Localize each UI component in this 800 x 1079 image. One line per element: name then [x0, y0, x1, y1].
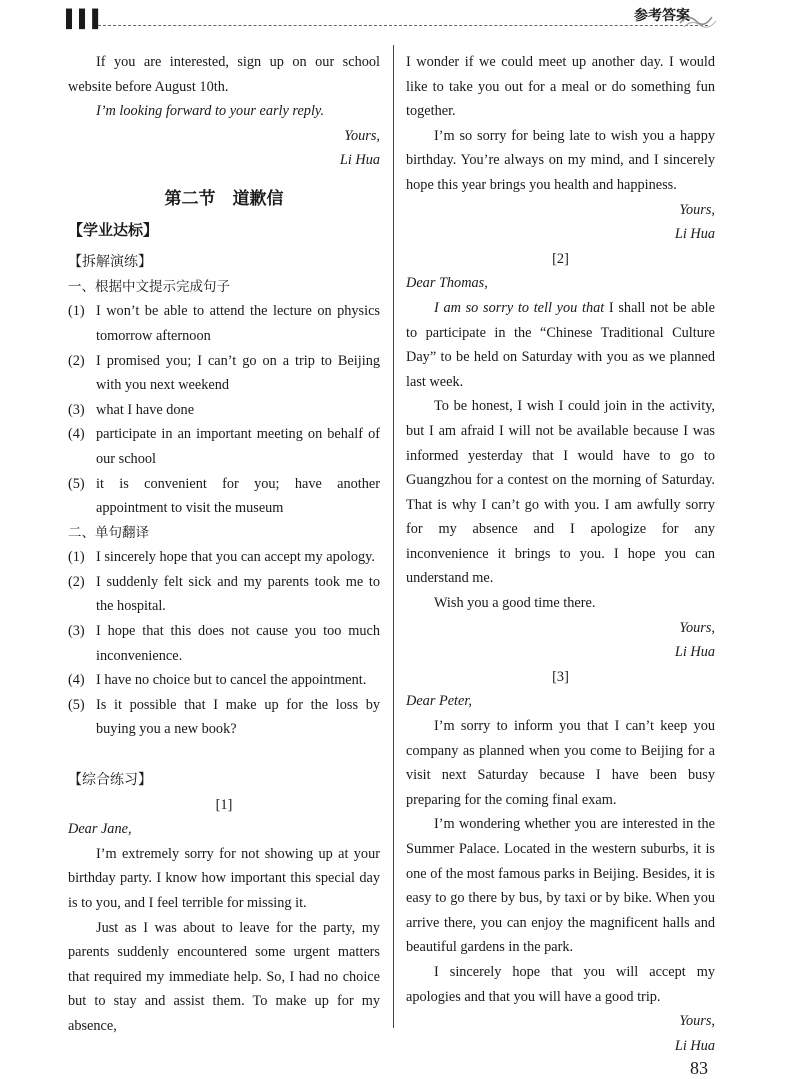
item-text: I suddenly felt sick and my parents took me to the hospital.: [96, 573, 380, 615]
item-text: participate in an important meeting on behalf of our school: [96, 426, 380, 467]
header-rule: [98, 25, 708, 26]
letter-paragraph: I wonder if we could meet up another day. I would like to take you out for a meal or do something fun together.: [406, 54, 715, 120]
letter-paragraph: I sincerely hope that you will accept my apologies and that you will have a good trip.: [406, 963, 715, 1005]
item-number: (3): [68, 401, 85, 418]
block-heading-xueye: 【学业达标】: [68, 220, 159, 239]
letter-paragraph: I’m so sorry for being late to wish you a happy birthday. You’re always on my mind, and I sincerely hope this year brings you health and happiness.: [406, 127, 715, 193]
part2-title: 二、单句翻译: [68, 524, 149, 541]
item-number: (2): [68, 352, 85, 369]
letter-label: [1]: [215, 796, 233, 813]
item-text: I hope that this does not cause you too much inconvenience.: [96, 623, 380, 664]
item-number: (1): [68, 549, 85, 566]
letter-greeting: Dear Jane,: [68, 821, 132, 838]
letter-signature: Li Hua: [674, 226, 715, 243]
column-divider: [393, 45, 394, 1028]
letter-yours: Yours,: [344, 127, 380, 144]
item-number: (2): [68, 573, 85, 590]
item-text: I have no choice but to cancel the appointment.: [96, 672, 367, 689]
letter-paragraph: I’m sorry to inform you that I can’t keep you company as planned when you come to Beijing for a visit next Saturday because I have been busy preparing for the coming final exam.: [406, 718, 715, 808]
list-item: [68, 668, 380, 693]
letter-greeting: Dear Thomas,: [406, 275, 488, 292]
letter-signature: Li Hua: [674, 1037, 715, 1054]
block-heading-chaijie: 【拆解演练】: [68, 254, 152, 271]
letter-paragraph: Wish you a good time there.: [434, 595, 596, 612]
part1-title: 一、根据中文提示完成句子: [68, 278, 230, 295]
item-text: I won’t be able to attend the lecture on physics tomorrow afternoon: [96, 303, 380, 344]
letter-yours: Yours,: [679, 1013, 715, 1030]
item-number: (5): [68, 696, 85, 713]
letter-label: [2]: [552, 250, 569, 267]
letter-greeting: Dear Peter,: [406, 693, 472, 710]
letter-text: If you are interested, sign up on our school website before August 10th.: [68, 54, 380, 95]
letter-paragraph: I’m extremely sorry for not showing up at your birthday party. I know how important this special day is to you, and I feel terrible for missing it.: [68, 845, 380, 911]
item-number: (1): [68, 303, 85, 320]
list-item: [68, 299, 380, 348]
letter-signature: Li Hua: [339, 152, 380, 169]
page-number: 83: [690, 1058, 708, 1078]
letter-lead-phrase: I am so sorry to tell you that: [434, 299, 605, 316]
item-text: I sincerely hope that you can accept my apology.: [96, 549, 375, 566]
spacer: [68, 742, 380, 766]
letter-paragraph: [406, 296, 715, 394]
list-item: [68, 472, 380, 521]
header-marks: ▌▌▌: [66, 9, 106, 28]
list-item: [68, 570, 380, 619]
item-number: (4): [68, 426, 85, 443]
letter-yours: Yours,: [679, 201, 715, 218]
item-text: it is convenient for you; have another appointment to visit the museum: [96, 475, 380, 517]
header-section-tag: 参考答案: [634, 8, 690, 24]
block-heading-zonghe: 【综合练习】: [68, 772, 152, 789]
right-column: [406, 50, 715, 1058]
letter-closing: I’m looking forward to your early reply.: [96, 103, 325, 120]
letter-label: [3]: [552, 668, 569, 685]
item-number: (5): [68, 475, 85, 492]
item-number: (3): [68, 623, 85, 640]
list-item: [68, 349, 380, 398]
list-item: [68, 545, 380, 570]
item-text: I promised you; I can’t go on a trip to Beijing with you next weekend: [96, 352, 380, 394]
list-item: [68, 422, 380, 471]
section-title: 第二节 道歉信: [164, 188, 284, 209]
letter-paragraph: I’m wondering whether you are interested in the Summer Palace. Located in the western suburbs, it is one of the most famous parks in Beijing. Besides, it is easy to go there by bus, by taxi or by bike. When you arrive there, you can enjoy the magnificent halls and beautiful gardens in the park.: [406, 816, 715, 956]
item-number: (4): [68, 672, 85, 689]
letter-signature: Li Hua: [674, 644, 715, 661]
item-text: Is it possible that I make up for the loss by buying you a new book?: [96, 696, 380, 738]
list-item: [68, 693, 380, 742]
left-column: [68, 50, 380, 1039]
list-item: [68, 619, 380, 668]
letter-text: I shall not be able to participate in the “Chinese Traditional Culture Day” to be held on Saturday with you as we planned last week.: [406, 299, 715, 390]
page-header: [0, 0, 800, 40]
letter-paragraph: To be honest, I wish I could join in the activity, but I am afraid I will not be available because I was informed yesterday that I would have to go to Guangzhou for a contest on the morning of Saturday. That is why I can’t go with you. I am awfully sorry for my absence and I apologize for any inconvenience it brings to you. I hope you can understand me.: [406, 398, 715, 587]
letter-yours: Yours,: [679, 619, 715, 636]
list-item: [68, 398, 380, 423]
item-text: what I have done: [96, 401, 195, 418]
wave-decoration-icon: [678, 9, 718, 29]
letter-paragraph: Just as I was about to leave for the party, my parents suddenly encountered some urgent matters that required my immediate help. So, I had no choice but to stay and assist them. To make up for my absence,: [68, 919, 380, 1034]
